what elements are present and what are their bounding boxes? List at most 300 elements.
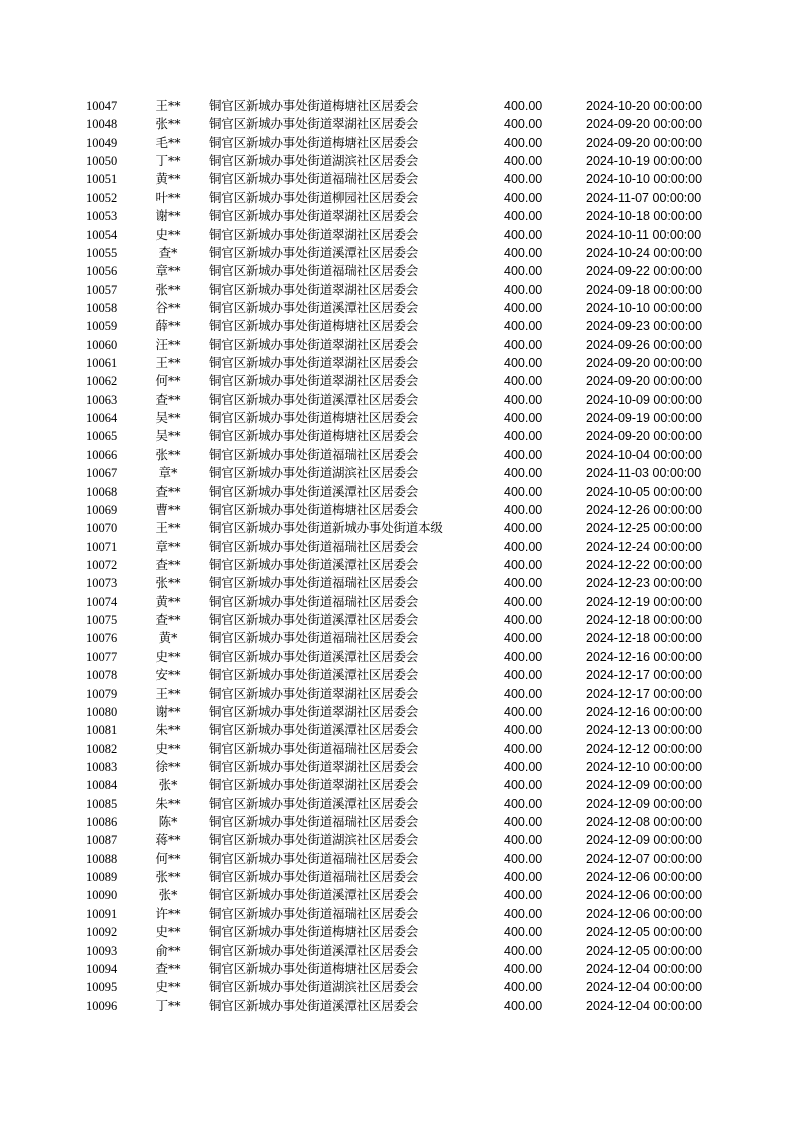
record-date: 2024-12-10 00:00:00 (586, 759, 703, 774)
record-date: 2024-12-25 00:00:00 (586, 521, 703, 536)
record-id: 10053 (86, 209, 118, 224)
record-name: 黄** (155, 171, 181, 187)
record-amount: 400.00 (504, 796, 543, 811)
record-date: 2024-10-24 00:00:00 (586, 245, 703, 260)
record-amount: 400.00 (504, 300, 543, 315)
record-id: 10051 (86, 172, 118, 187)
record-amount: 400.00 (504, 723, 543, 738)
record-amount: 400.00 (504, 704, 543, 719)
record-date: 2024-12-06 00:00:00 (586, 888, 703, 903)
table-row (78, 501, 718, 519)
record-date: 2024-11-07 00:00:00 (586, 190, 702, 205)
table-row (78, 372, 718, 390)
record-organization: 铜官区新城办事处街道福瑞社区居委会 (209, 740, 419, 756)
record-id: 10085 (86, 796, 118, 811)
record-amount: 400.00 (504, 943, 543, 958)
record-amount: 400.00 (504, 154, 543, 169)
record-date: 2024-09-20 00:00:00 (586, 429, 703, 444)
record-date: 2024-10-05 00:00:00 (586, 484, 703, 499)
record-organization: 铜官区新城办事处街道溪潭社区居委会 (209, 299, 419, 315)
record-organization: 铜官区新城办事处街道梅塘社区居委会 (209, 428, 419, 444)
record-organization: 铜官区新城办事处街道福瑞社区居委会 (209, 593, 419, 609)
record-id: 10054 (86, 227, 118, 242)
record-id: 10078 (86, 668, 118, 683)
record-name: 史** (155, 979, 181, 995)
record-id: 10074 (86, 594, 118, 609)
record-name: 何** (155, 373, 181, 389)
record-name: 王** (155, 98, 181, 113)
record-date: 2024-12-05 00:00:00 (586, 943, 703, 958)
table-row (78, 170, 718, 188)
record-id: 10090 (86, 888, 118, 903)
record-id: 10096 (86, 998, 118, 1013)
record-organization: 铜官区新城办事处街道翠湖社区居委会 (209, 685, 419, 701)
table-row (78, 923, 718, 941)
table-row (78, 905, 718, 923)
record-date: 2024-12-07 00:00:00 (586, 851, 703, 866)
record-organization: 铜官区新城办事处街道翠湖社区居委会 (209, 336, 419, 352)
record-amount: 400.00 (504, 961, 543, 976)
record-name: 史** (155, 740, 181, 756)
record-name: 安** (155, 667, 181, 683)
record-date: 2024-12-12 00:00:00 (586, 741, 703, 756)
record-date: 2024-12-24 00:00:00 (586, 539, 703, 554)
table-row (78, 574, 718, 592)
record-date: 2024-09-19 00:00:00 (586, 411, 703, 426)
record-id: 10072 (86, 557, 118, 572)
table-row (78, 538, 718, 556)
record-date: 2024-12-04 00:00:00 (586, 998, 703, 1013)
table-row (78, 281, 718, 299)
record-amount: 400.00 (504, 190, 543, 205)
record-organization: 铜官区新城办事处街道翠湖社区居委会 (209, 373, 419, 389)
record-organization: 铜官区新城办事处街道溪潭社区居委会 (209, 722, 419, 738)
record-organization: 铜官区新城办事处街道福瑞社区居委会 (209, 575, 419, 591)
record-amount: 400.00 (504, 484, 543, 499)
record-amount: 400.00 (504, 245, 543, 260)
record-name: 张* (158, 887, 178, 903)
record-id: 10065 (86, 429, 118, 444)
record-amount: 400.00 (504, 851, 543, 866)
table-row (78, 262, 718, 280)
record-id: 10061 (86, 356, 118, 371)
record-id: 10080 (86, 704, 118, 719)
table-row (78, 978, 718, 996)
record-organization: 铜官区新城办事处街道溪潭社区居委会 (209, 997, 419, 1013)
record-amount: 400.00 (504, 925, 543, 940)
record-amount: 400.00 (504, 429, 543, 444)
record-date: 2024-12-19 00:00:00 (586, 594, 703, 609)
record-organization: 铜官区新城办事处街道翠湖社区居委会 (209, 355, 419, 371)
record-name: 王** (155, 520, 181, 536)
record-date: 2024-12-16 00:00:00 (586, 649, 703, 664)
record-name: 徐** (155, 758, 181, 774)
record-amount: 400.00 (504, 815, 543, 830)
table-row (78, 336, 718, 354)
record-amount: 400.00 (504, 374, 543, 389)
record-id: 10092 (86, 925, 118, 940)
record-amount: 400.00 (504, 631, 543, 646)
record-id: 10094 (86, 961, 118, 976)
table-row (78, 629, 718, 647)
record-id: 10091 (86, 906, 118, 921)
record-amount: 400.00 (504, 668, 543, 683)
record-amount: 400.00 (504, 521, 543, 536)
record-name: 曹** (155, 501, 181, 517)
table-row (78, 115, 718, 133)
table-row (78, 740, 718, 758)
record-amount: 400.00 (504, 741, 543, 756)
table-row (78, 942, 718, 960)
record-amount: 400.00 (504, 870, 543, 885)
record-amount: 400.00 (504, 759, 543, 774)
record-id: 10048 (86, 117, 118, 132)
table-row (78, 960, 718, 978)
table-row (78, 409, 718, 427)
record-organization: 铜官区新城办事处街道梅塘社区居委会 (209, 98, 419, 113)
record-id: 10050 (86, 154, 118, 169)
record-name: 查** (155, 960, 181, 976)
record-name: 查** (155, 612, 181, 628)
table-row (78, 317, 718, 335)
record-organization: 铜官区新城办事处街道湖滨社区居委会 (209, 465, 419, 481)
record-organization: 铜官区新城办事处街道福瑞社区居委会 (209, 850, 419, 866)
table-row (78, 446, 718, 464)
record-organization: 铜官区新城办事处街道福瑞社区居委会 (209, 171, 419, 187)
record-organization: 铜官区新城办事处街道溪潭社区居委会 (209, 887, 419, 903)
record-id: 10067 (86, 466, 118, 481)
record-date: 2024-11-03 00:00:00 (586, 466, 702, 481)
record-name: 黄** (155, 593, 181, 609)
table-row (78, 464, 718, 482)
record-name: 朱** (155, 795, 181, 811)
record-id: 10058 (86, 300, 118, 315)
table-row (78, 611, 718, 629)
record-id: 10082 (86, 741, 118, 756)
record-id: 10088 (86, 851, 118, 866)
record-organization: 铜官区新城办事处街道溪潭社区居委会 (209, 942, 419, 958)
record-date: 2024-09-23 00:00:00 (586, 319, 703, 334)
records-table (78, 97, 718, 1015)
record-organization: 铜官区新城办事处街道溪潭社区居委会 (209, 556, 419, 572)
record-amount: 400.00 (504, 319, 543, 334)
table-row (78, 997, 718, 1015)
record-id: 10064 (86, 411, 118, 426)
record-organization: 铜官区新城办事处街道湖滨社区居委会 (209, 153, 419, 169)
record-organization: 铜官区新城办事处街道福瑞社区居委会 (209, 538, 419, 554)
record-amount: 400.00 (504, 356, 543, 371)
record-date: 2024-10-20 00:00:00 (586, 99, 703, 113)
record-name: 查* (158, 244, 178, 260)
record-organization: 铜官区新城办事处街道溪潭社区居委会 (209, 483, 419, 499)
record-name: 陈* (158, 814, 178, 830)
record-name: 许** (155, 905, 181, 921)
record-name: 谢** (155, 703, 181, 719)
record-date: 2024-12-09 00:00:00 (586, 778, 703, 793)
record-organization: 铜官区新城办事处街道梅塘社区居委会 (209, 501, 419, 517)
table-row (78, 483, 718, 501)
record-date: 2024-10-04 00:00:00 (586, 447, 703, 462)
record-name: 查** (155, 391, 181, 407)
table-row (78, 868, 718, 886)
table-row (78, 152, 718, 170)
record-date: 2024-09-20 00:00:00 (586, 135, 703, 150)
record-date: 2024-12-09 00:00:00 (586, 833, 703, 848)
table-row (78, 207, 718, 225)
record-date: 2024-12-16 00:00:00 (586, 704, 703, 719)
record-amount: 400.00 (504, 576, 543, 591)
record-id: 10093 (86, 943, 118, 958)
record-amount: 400.00 (504, 117, 543, 132)
record-id: 10069 (86, 502, 118, 517)
record-id: 10089 (86, 870, 118, 885)
record-organization: 铜官区新城办事处街道溪潭社区居委会 (209, 391, 419, 407)
record-id: 10084 (86, 778, 118, 793)
record-date: 2024-10-10 00:00:00 (586, 172, 703, 187)
record-name: 章** (155, 538, 181, 554)
record-id: 10047 (86, 99, 118, 113)
record-organization: 铜官区新城办事处街道翠湖社区居委会 (209, 758, 419, 774)
record-organization: 铜官区新城办事处街道溪潭社区居委会 (209, 667, 419, 683)
record-date: 2024-09-18 00:00:00 (586, 282, 703, 297)
record-organization: 铜官区新城办事处街道翠湖社区居委会 (209, 777, 419, 793)
record-organization: 铜官区新城办事处街道福瑞社区居委会 (209, 905, 419, 921)
record-amount: 400.00 (504, 539, 543, 554)
record-name: 毛** (155, 134, 181, 150)
record-amount: 400.00 (504, 557, 543, 572)
record-date: 2024-12-04 00:00:00 (586, 961, 703, 976)
record-date: 2024-12-06 00:00:00 (586, 906, 703, 921)
record-name: 张* (158, 777, 178, 793)
record-name: 俞** (155, 942, 181, 958)
record-name: 薛** (155, 318, 181, 334)
record-organization: 铜官区新城办事处街道梅塘社区居委会 (209, 410, 419, 426)
table-row (78, 593, 718, 611)
record-amount: 400.00 (504, 209, 543, 224)
record-organization: 铜官区新城办事处街道溪潭社区居委会 (209, 795, 419, 811)
record-amount: 400.00 (504, 594, 543, 609)
record-id: 10059 (86, 319, 118, 334)
record-id: 10052 (86, 190, 118, 205)
record-amount: 400.00 (504, 686, 543, 701)
record-id: 10068 (86, 484, 118, 499)
record-organization: 铜官区新城办事处街道湖滨社区居委会 (209, 832, 419, 848)
record-organization: 铜官区新城办事处街道溪潭社区居委会 (209, 612, 419, 628)
record-name: 朱** (155, 722, 181, 738)
record-amount: 400.00 (504, 99, 543, 113)
record-amount: 400.00 (504, 264, 543, 279)
record-id: 10079 (86, 686, 118, 701)
table-row (78, 519, 718, 537)
table-row (78, 666, 718, 684)
record-amount: 400.00 (504, 282, 543, 297)
record-id: 10086 (86, 815, 118, 830)
record-name: 史** (155, 648, 181, 664)
record-id: 10055 (86, 245, 118, 260)
record-organization: 铜官区新城办事处街道新城办事处街道本级 (209, 520, 443, 536)
record-organization: 铜官区新城办事处街道梅塘社区居委会 (209, 924, 419, 940)
record-id: 10070 (86, 521, 118, 536)
record-amount: 400.00 (504, 778, 543, 793)
table-row (78, 795, 718, 813)
record-date: 2024-12-08 00:00:00 (586, 815, 703, 830)
record-amount: 400.00 (504, 172, 543, 187)
record-date: 2024-12-26 00:00:00 (586, 502, 703, 517)
record-organization: 铜官区新城办事处街道翠湖社区居委会 (209, 281, 419, 297)
record-organization: 铜官区新城办事处街道梅塘社区居委会 (209, 134, 419, 150)
table-row (78, 721, 718, 739)
record-organization: 铜官区新城办事处街道柳园社区居委会 (209, 189, 419, 205)
record-id: 10063 (86, 392, 118, 407)
record-amount: 400.00 (504, 392, 543, 407)
record-name: 蒋** (155, 832, 181, 848)
record-date: 2024-12-23 00:00:00 (586, 576, 703, 591)
record-organization: 铜官区新城办事处街道翠湖社区居委会 (209, 116, 419, 132)
table-row (78, 427, 718, 445)
table-row (78, 556, 718, 574)
record-date: 2024-10-10 00:00:00 (586, 300, 703, 315)
record-date: 2024-10-19 00:00:00 (586, 154, 703, 169)
record-organization: 铜官区新城办事处街道梅塘社区居委会 (209, 318, 419, 334)
record-name: 史** (155, 924, 181, 940)
record-name: 丁** (155, 153, 181, 169)
record-organization: 铜官区新城办事处街道福瑞社区居委会 (209, 869, 419, 885)
record-id: 10071 (86, 539, 118, 554)
record-name: 何** (155, 850, 181, 866)
record-amount: 400.00 (504, 888, 543, 903)
record-id: 10075 (86, 613, 118, 628)
record-date: 2024-12-18 00:00:00 (586, 613, 703, 628)
record-amount: 400.00 (504, 998, 543, 1013)
record-id: 10076 (86, 631, 118, 646)
table-row (78, 189, 718, 207)
record-amount: 400.00 (504, 980, 543, 995)
record-date: 2024-12-22 00:00:00 (586, 557, 703, 572)
record-id: 10056 (86, 264, 118, 279)
record-amount: 400.00 (504, 502, 543, 517)
record-amount: 400.00 (504, 411, 543, 426)
record-date: 2024-09-22 00:00:00 (586, 264, 703, 279)
table-row (78, 703, 718, 721)
record-amount: 400.00 (504, 227, 543, 242)
record-date: 2024-10-11 00:00:00 (586, 227, 702, 242)
record-amount: 400.00 (504, 337, 543, 352)
record-id: 10077 (86, 649, 118, 664)
record-organization: 铜官区新城办事处街道福瑞社区居委会 (209, 446, 419, 462)
table-row (78, 813, 718, 831)
table-row (78, 226, 718, 244)
record-organization: 铜官区新城办事处街道梅塘社区居委会 (209, 960, 419, 976)
record-name: 汪** (155, 336, 181, 352)
record-organization: 铜官区新城办事处街道福瑞社区居委会 (209, 630, 419, 646)
record-date: 2024-09-26 00:00:00 (586, 337, 703, 352)
record-date: 2024-10-09 00:00:00 (586, 392, 703, 407)
record-date: 2024-12-09 00:00:00 (586, 796, 703, 811)
record-id: 10049 (86, 135, 118, 150)
record-id: 10060 (86, 337, 118, 352)
record-organization: 铜官区新城办事处街道溪潭社区居委会 (209, 648, 419, 664)
table-row (78, 758, 718, 776)
record-id: 10057 (86, 282, 118, 297)
record-date: 2024-12-18 00:00:00 (586, 631, 703, 646)
record-name: 谷** (155, 299, 181, 315)
record-id: 10073 (86, 576, 118, 591)
record-name: 黄* (158, 630, 178, 646)
record-id: 10062 (86, 374, 118, 389)
record-organization: 铜官区新城办事处街道福瑞社区居委会 (209, 263, 419, 279)
record-id: 10083 (86, 759, 118, 774)
table-row (78, 354, 718, 372)
record-name: 查** (155, 483, 181, 499)
record-date: 2024-12-06 00:00:00 (586, 870, 703, 885)
record-date: 2024-09-20 00:00:00 (586, 374, 703, 389)
record-amount: 400.00 (504, 466, 543, 481)
record-name: 张** (155, 116, 181, 132)
record-date: 2024-12-17 00:00:00 (586, 686, 703, 701)
record-name: 章* (158, 465, 178, 481)
record-organization: 铜官区新城办事处街道湖滨社区居委会 (209, 979, 419, 995)
record-amount: 400.00 (504, 447, 543, 462)
record-id: 10095 (86, 980, 118, 995)
record-id: 10081 (86, 723, 118, 738)
table-row (78, 886, 718, 904)
table-row (78, 776, 718, 794)
table-row (78, 850, 718, 868)
table-row (78, 685, 718, 703)
record-name: 吴** (155, 428, 181, 444)
table-row (78, 97, 718, 115)
record-amount: 400.00 (504, 649, 543, 664)
record-name: 张** (155, 446, 181, 462)
record-name: 张** (155, 869, 181, 885)
record-amount: 400.00 (504, 833, 543, 848)
table-row (78, 391, 718, 409)
record-organization: 铜官区新城办事处街道福瑞社区居委会 (209, 814, 419, 830)
record-name: 查** (155, 556, 181, 572)
record-name: 叶** (155, 189, 181, 205)
record-id: 10087 (86, 833, 118, 848)
record-name: 史** (155, 226, 181, 242)
record-name: 张** (155, 575, 181, 591)
record-date: 2024-09-20 00:00:00 (586, 117, 703, 132)
record-name: 章** (155, 263, 181, 279)
table-row (78, 244, 718, 262)
record-name: 王** (155, 355, 181, 371)
record-date: 2024-10-18 00:00:00 (586, 209, 703, 224)
record-organization: 铜官区新城办事处街道溪潭社区居委会 (209, 244, 419, 260)
record-amount: 400.00 (504, 135, 543, 150)
table-row (78, 299, 718, 317)
table-row (78, 831, 718, 849)
table-row (78, 134, 718, 152)
record-date: 2024-09-20 00:00:00 (586, 356, 703, 371)
record-organization: 铜官区新城办事处街道翠湖社区居委会 (209, 208, 419, 224)
record-name: 王** (155, 685, 181, 701)
record-date: 2024-12-17 00:00:00 (586, 668, 703, 683)
record-amount: 400.00 (504, 613, 543, 628)
record-organization: 铜官区新城办事处街道翠湖社区居委会 (209, 703, 419, 719)
record-name: 丁** (155, 997, 181, 1013)
record-date: 2024-12-13 00:00:00 (586, 723, 703, 738)
record-id: 10066 (86, 447, 118, 462)
record-date: 2024-12-04 00:00:00 (586, 980, 703, 995)
record-name: 谢** (155, 208, 181, 224)
record-name: 张** (155, 281, 181, 297)
table-row (78, 648, 718, 666)
record-organization: 铜官区新城办事处街道翠湖社区居委会 (209, 226, 419, 242)
record-date: 2024-12-05 00:00:00 (586, 925, 703, 940)
record-amount: 400.00 (504, 906, 543, 921)
